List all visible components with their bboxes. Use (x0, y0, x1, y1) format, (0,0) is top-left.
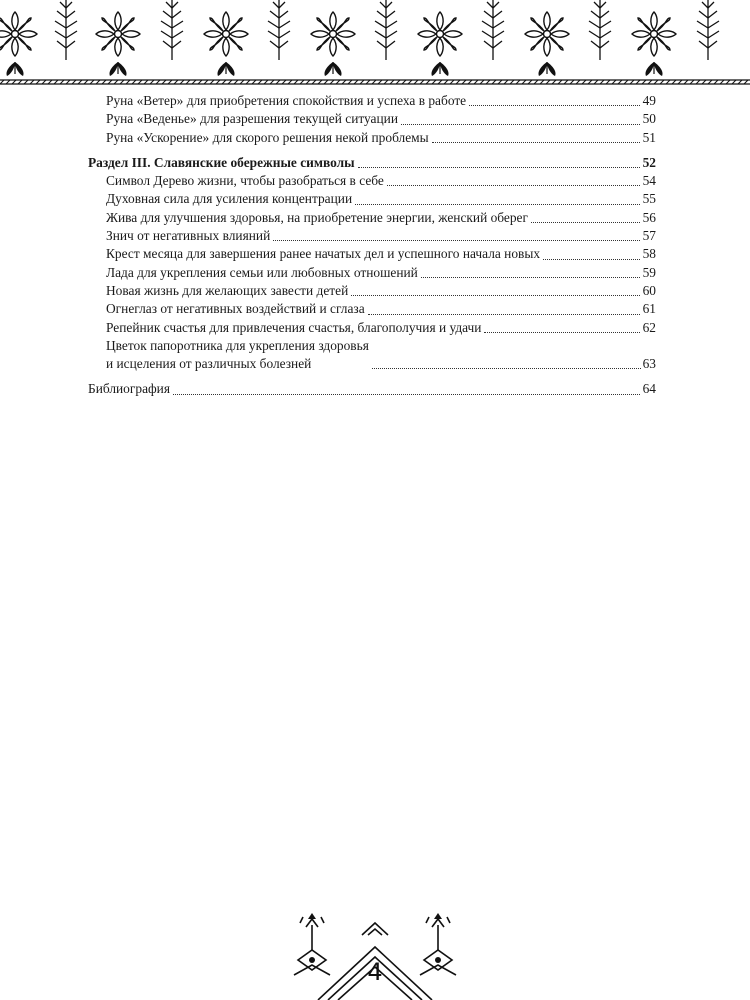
toc-entry-title: Знич от негативных влияний (106, 228, 271, 244)
bibliography-title: Библиография (88, 381, 171, 397)
toc-entry-title: Руна «Ускорение» для скорого решения некой проблемы (106, 129, 429, 145)
toc-entry-title: Крест месяца для завершения ранее начатых дел и успешного начала новых (106, 246, 541, 262)
dot-leader (368, 314, 640, 315)
toc-entry[interactable] (88, 300, 656, 318)
header-ornament-icon (0, 0, 750, 86)
toc-entry-page: 62 (642, 319, 656, 335)
toc-entry-page: 51 (642, 129, 656, 145)
toc-entry-title-line1: Цветок папоротника для укрепления здоровья (106, 337, 369, 353)
toc-entry-multiline[interactable] (88, 337, 656, 374)
toc-entry-page: 55 (642, 191, 656, 207)
section-page: 52 (642, 154, 656, 170)
dot-leader (484, 332, 640, 333)
toc-entry[interactable] (88, 92, 656, 110)
toc-entry-title: Руна «Ветер» для приобретения спокойствия и успеха в работе (106, 93, 467, 108)
toc-entry[interactable] (88, 227, 656, 245)
dot-leader (421, 277, 640, 278)
toc-entry-title: Огнеглаз от негативных воздействий и сглаза (106, 301, 365, 317)
toc-entry-title: Руна «Веденье» для разрешения текущей ситуации (106, 111, 398, 127)
toc-entry-page: 63 (642, 356, 656, 372)
toc-entry-page: 50 (642, 111, 656, 127)
toc-entry[interactable] (88, 282, 656, 300)
bibliography-page: 64 (642, 381, 656, 397)
dot-leader (173, 394, 640, 395)
dot-leader (432, 142, 640, 143)
dot-leader (387, 185, 640, 186)
toc-entry[interactable] (88, 110, 656, 128)
dot-leader (531, 222, 640, 223)
toc-entry[interactable] (88, 245, 656, 263)
toc-entry-page: 61 (642, 301, 656, 317)
toc-entry-title-line2: и исцеления от различных болезней (106, 356, 312, 372)
toc-entry-page: 59 (642, 264, 656, 280)
toc-entry-title: Лада для укрепления семьи или любовных отношений (106, 264, 418, 280)
table-of-contents (88, 92, 656, 399)
toc-entry[interactable] (88, 209, 656, 227)
toc-entry-title: Новая жизнь для желающих завести детей (106, 282, 349, 298)
toc-entry-page: 57 (642, 228, 656, 244)
toc-entry-title: Жива для улучшения здоровья, на приобретение энергии, женский оберег (106, 209, 528, 225)
dot-leader (543, 259, 640, 260)
page-number: 4 (367, 958, 383, 986)
section-title: Раздел III. Славянские обережные символы (88, 154, 355, 170)
toc-entry-title: Духовная сила для усиления концентрации (106, 191, 353, 207)
toc-entry-title: Символ Дерево жизни, чтобы разобраться в себе (106, 173, 384, 189)
toc-entry-page: 58 (642, 246, 656, 262)
toc-entry[interactable] (88, 264, 656, 282)
toc-entry[interactable] (88, 319, 656, 337)
toc-bibliography[interactable] (88, 380, 656, 398)
toc-entry-page: 56 (642, 209, 656, 225)
toc-section-heading[interactable] (88, 154, 656, 172)
toc-entry-title: Репейник счастья для привлечения счастья, благополучия и удачи (106, 319, 482, 335)
toc-entry-page: 60 (642, 282, 656, 298)
toc-entry-page: 54 (642, 173, 656, 189)
toc-entry[interactable] (88, 172, 656, 190)
dot-leader (355, 204, 640, 205)
toc-entry-page: 49 (642, 93, 656, 108)
dot-leader (401, 124, 640, 125)
dot-leader (469, 105, 640, 106)
toc-entry[interactable] (88, 190, 656, 208)
dot-leader (351, 295, 640, 296)
toc-entry[interactable] (88, 129, 656, 147)
dot-leader (358, 167, 640, 168)
dot-leader (273, 240, 640, 241)
dot-leader (372, 368, 641, 369)
